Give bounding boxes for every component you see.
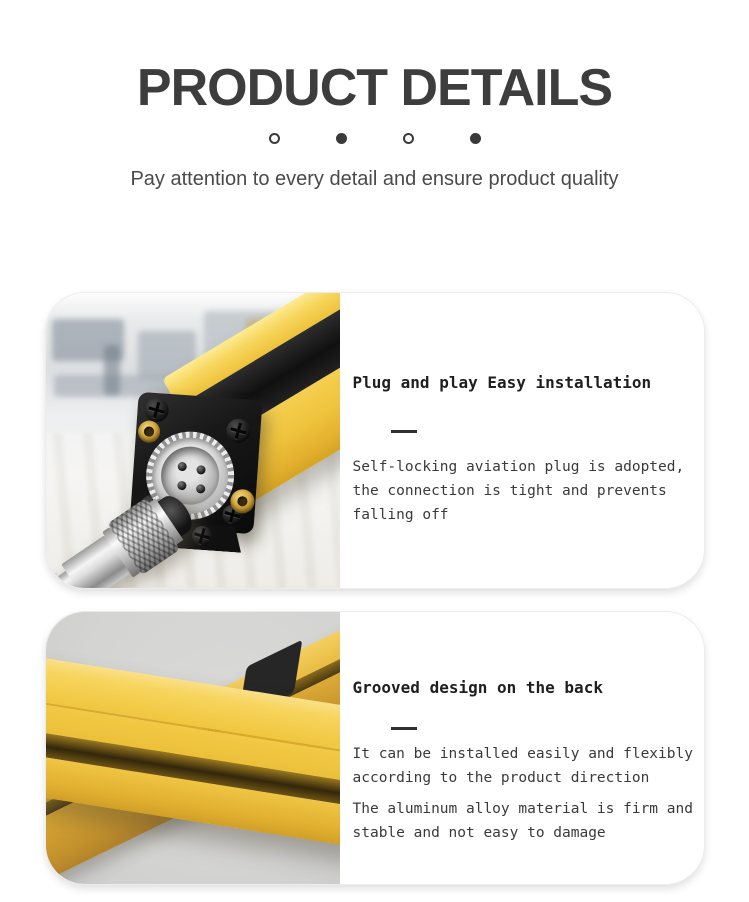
dot-filled-icon <box>470 133 481 144</box>
feature-title: Grooved design on the back <box>352 678 603 697</box>
dash-divider <box>391 430 417 433</box>
photo-light-curtain-aviation-plug <box>46 293 340 588</box>
feature-text-panel <box>340 612 704 884</box>
page-subtitle: Pay attention to every detail and ensure product quality <box>130 168 619 190</box>
divider-dots <box>0 132 749 144</box>
feature-text-panel <box>340 293 704 588</box>
dot-hollow-icon <box>403 133 414 144</box>
socket-pin <box>195 484 205 494</box>
screw-icon <box>143 397 169 423</box>
dot-filled-icon <box>336 133 347 144</box>
socket-pin <box>177 462 187 472</box>
feature-card-plug-and-play <box>45 292 705 589</box>
feature-title: Plug and play Easy installation <box>352 373 652 392</box>
factory-worker-silhouette <box>104 345 120 395</box>
dash-divider <box>391 727 417 730</box>
dot-hollow-icon <box>269 133 280 144</box>
socket-pin <box>196 465 206 475</box>
feature-description: Self-locking aviation plug is adopted, the connection is tight and prevents falling off <box>352 459 685 523</box>
feature-card-grooved-design <box>45 611 705 885</box>
feature-description: The aluminum alloy material is firm and stable and not easy to damage <box>352 801 693 841</box>
page-title: PRODUCT DETAILS <box>136 59 613 117</box>
photo-crossed-aluminum-profiles <box>46 612 340 884</box>
feature-description: It can be installed easily and flexibly according to the product direction <box>352 746 693 786</box>
